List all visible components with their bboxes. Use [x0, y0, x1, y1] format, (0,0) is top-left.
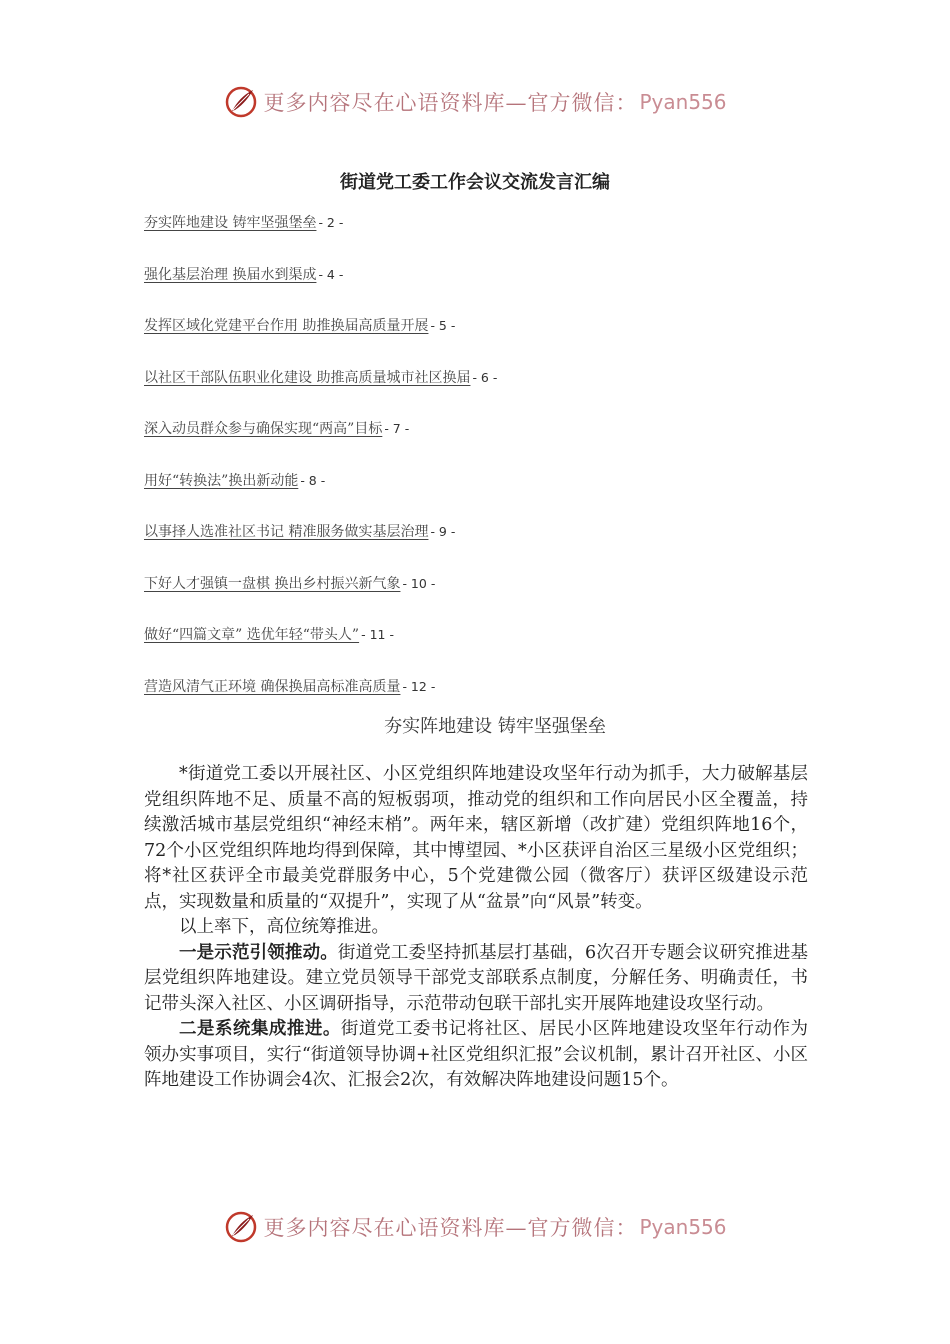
- toc-page-number: - 8 -: [300, 472, 326, 488]
- toc-link[interactable]: 发挥区域化党建平台作用 助推换届高质量开展: [144, 318, 429, 334]
- toc-page-number: - 9 -: [430, 524, 456, 539]
- toc-item: [144, 212, 824, 264]
- toc-page-number: - 11 -: [361, 627, 394, 642]
- toc-page-number: - 7 -: [384, 421, 410, 436]
- toc-link[interactable]: 强化基层治理 换届水到渠成: [144, 266, 317, 283]
- feather-quill-logo-icon: [223, 84, 259, 120]
- paragraph: *街道党工委以开展社区、小区党组织阵地建设攻坚年行动为抓手，大力破解基层党组织阵地不足、质量不高的短板弱项，推动党的组织和工作向居民小区全覆盖，持续激活城市基层党组织“神经末梢”。两年来，辖区新增（改扩建）党组织阵地16个，72个小区党组织阵地均得到保障，其中博望园、*小区获评自治区三星级小区党组织；将*社区获评全市最美党群服务中心，5个党建微公园（微客厅）获评区级建设示范点，实现数量和质量的“双提升”，实现了从“盆景”向“风景”转变。: [144, 764, 808, 912]
- feather-quill-logo-icon: [223, 1209, 259, 1245]
- toc-item: [144, 470, 824, 522]
- toc-page-number: - 2 -: [318, 215, 344, 230]
- toc-item: [144, 521, 824, 573]
- banner-text: 更多内容尽在心语资料库—官方微信：: [263, 1216, 638, 1240]
- wechat-id: Pyan556: [639, 90, 727, 114]
- paragraph: 以上率下，高位统筹推进。: [179, 917, 389, 937]
- section-title: 夯实阵地建设 铸牢坚强堡垒: [384, 716, 606, 737]
- banner-text: 更多内容尽在心语资料库—官方微信：: [263, 91, 638, 115]
- toc-item: [144, 573, 824, 625]
- paragraph-text: 街道党工委坚持抓基层打基础，6次召开专题会议研究推进基层党组织阵地建设。建立党员领导干部党支部联系点制度，分解任务、明确责任，书记带头深入社区、小区调研指导，示范带动包联干部扎实开展阵地建设攻坚行动。: [144, 942, 809, 1014]
- toc-link[interactable]: 用好“转换法”换出新动能: [144, 472, 299, 489]
- paragraph: [144, 941, 808, 1018]
- toc-link[interactable]: 以社区干部队伍职业化建设 助推高质量城市社区换届: [144, 369, 471, 386]
- toc-link[interactable]: 夯实阵地建设 铸牢坚强堡垒: [144, 215, 317, 231]
- article-body: [144, 762, 808, 1094]
- wechat-id: Pyan556: [639, 1215, 727, 1239]
- toc-link[interactable]: 营造风清气正环境 确保换届高标准高质量: [144, 678, 401, 695]
- paragraph-lead: 一是示范引领推动。: [179, 942, 338, 963]
- toc-item: [144, 367, 824, 419]
- toc-link[interactable]: 以事择人选准社区书记 精准服务做实基层治理: [144, 524, 429, 540]
- toc-item: [144, 418, 824, 470]
- toc-item: [144, 264, 824, 316]
- toc-page-number: - 4 -: [318, 266, 344, 282]
- paragraph-lead: 二是系统集成推进。: [179, 1019, 341, 1039]
- toc-link[interactable]: 做好“四篇文章” 选优年轻“带头人”: [144, 627, 360, 643]
- toc-link[interactable]: 下好人才强镇一盘棋 换出乡村振兴新气象: [144, 575, 401, 592]
- toc-page-number: - 12 -: [402, 678, 436, 694]
- toc-link[interactable]: 深入动员群众参与确保实现“两高”目标: [144, 421, 383, 437]
- toc-page-number: - 10 -: [402, 575, 436, 591]
- header-banner: [0, 84, 950, 120]
- toc-item: [144, 315, 824, 367]
- paragraph-text: 街道党工委书记将社区、居民小区阵地建设攻坚年行动作为领办实事项目，实行“街道领导协调+社区党组织汇报”会议机制，累计召开社区、小区阵地建设工作协调会4次、汇报会2次，有效解决阵地建设问题15个。: [144, 1019, 809, 1090]
- toc-page-number: - 6 -: [472, 369, 498, 385]
- footer-banner: [0, 1209, 950, 1245]
- paragraph: [144, 1017, 808, 1094]
- document-title: 街道党工委工作会议交流发言汇编: [340, 172, 610, 193]
- table-of-contents: [144, 212, 824, 727]
- toc-item: [144, 624, 824, 676]
- toc-page-number: - 5 -: [430, 318, 456, 333]
